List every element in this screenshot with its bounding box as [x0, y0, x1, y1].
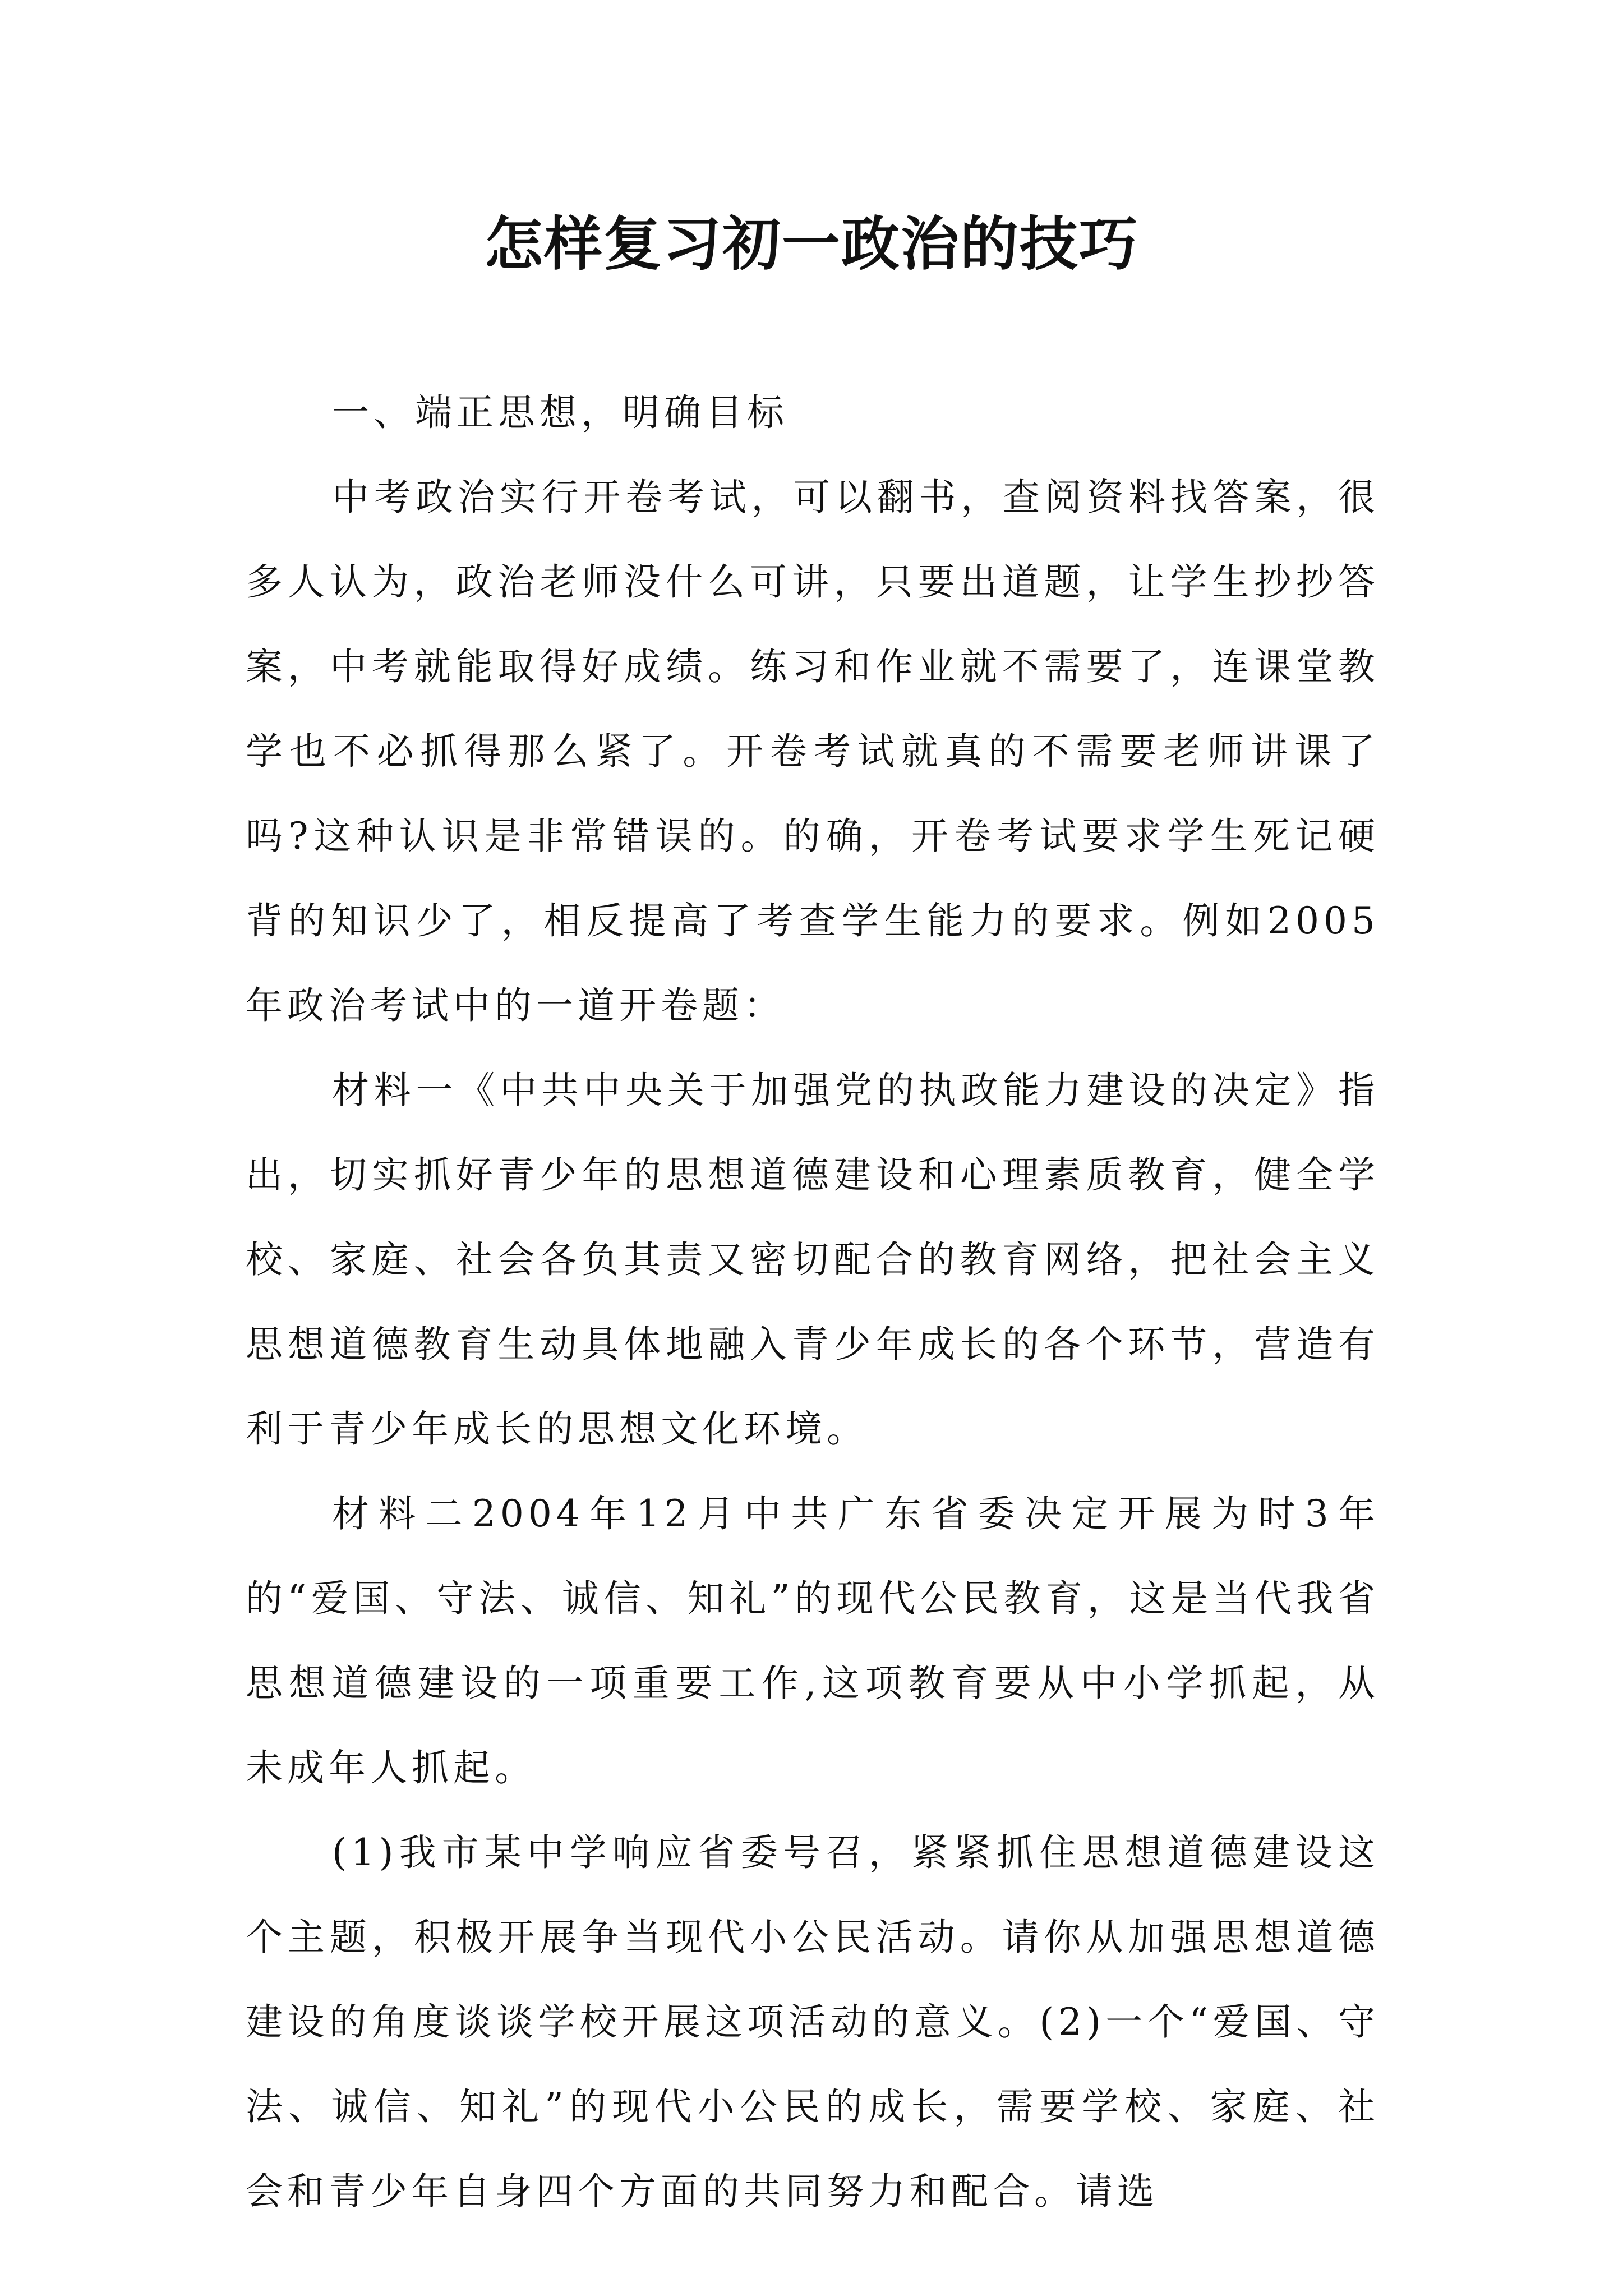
section-heading: 一、端正思想，明确目标 [332, 391, 789, 434]
paragraph-material-two: 材料二2004年12月中共广东省委决定开展为时3年的“爱国、守法、诚信、知礼”的现代公民教育，这是当代我省思想道德建设的一项重要工作,这项教育要从中小学抓起，从未成年人抓起。 [246, 1492, 1380, 1789]
document-body [246, 370, 1380, 2234]
paragraph-material-one: 材料一《中共中央关于加强党的执政能力建设的决定》指出，切实抓好青少年的思想道德建设和心理素质教育，健全学校、家庭、社会各负其责又密切配合的教育网络，把社会主义思想道德教育生动具体地融入青少年成长的各个环节，营造有利于青少年成长的思想文化环境。 [246, 1069, 1380, 1451]
document-title: 怎样复习初一政治的技巧 [484, 209, 1138, 278]
paragraph-questions: (1)我市某中学响应省委号召，紧紧抓住思想道德建设这个主题，积极开展争当现代小公民活动。请你从加强思想道德建设的角度谈谈学校开展这项活动的意义。(2)一个“爱国、守法、诚信、知礼”的现代小公民的成长，需要学校、家庭、社会和青少年自身四个方面的共同努力和配合。请选 [246, 1831, 1380, 2213]
paragraph-intro: 中考政治实行开卷考试，可以翻书，查阅资料找答案，很多人认为，政治老师没什么可讲，只要出道题，让学生抄抄答案，中考就能取得好成绩。练习和作业就不需要了，连课堂教学也不必抓得那么紧了。开卷考试就真的不需要老师讲课了吗?这种认识是非常错误的。的确，开卷考试要求学生死记硬背的知识少了，相反提高了考查学生能力的要求。例如2005年政治考试中的一道开卷题： [246, 476, 1380, 1027]
